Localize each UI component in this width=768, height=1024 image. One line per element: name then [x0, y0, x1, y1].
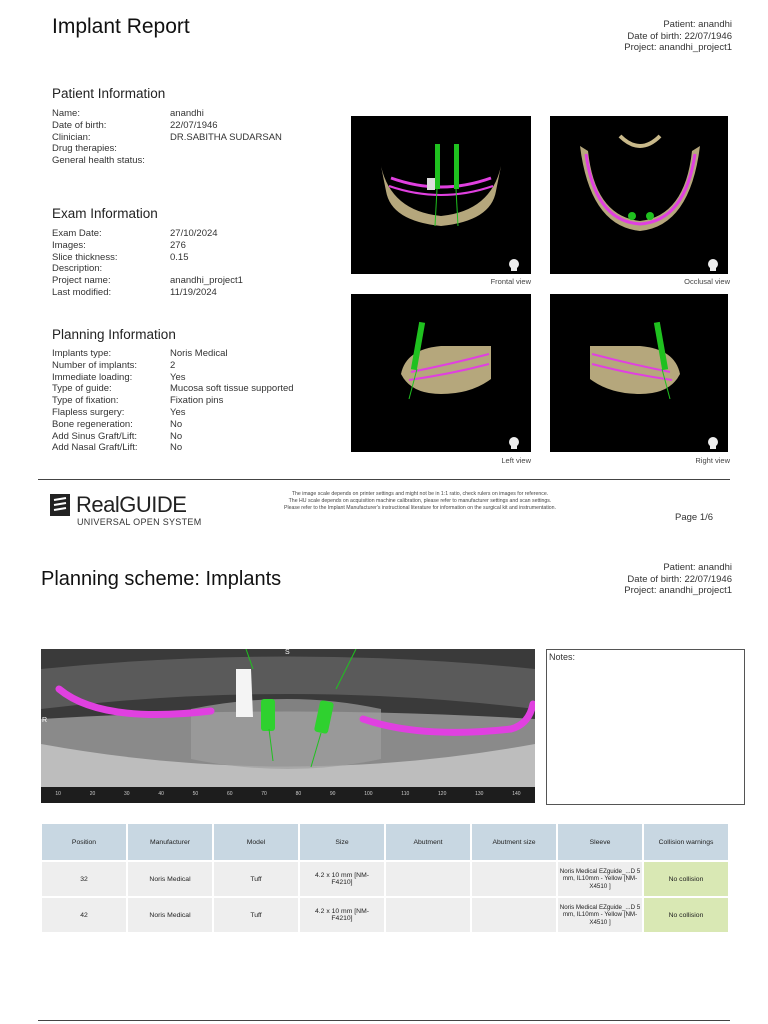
field-label: Bone regeneration: — [52, 418, 133, 430]
left-view-label: Left view — [501, 456, 531, 465]
planning-info-row — [52, 372, 294, 384]
planning-info-list — [52, 348, 294, 454]
col-header-manufacturer: Manufacturer — [128, 824, 212, 860]
page-number: Page 1/6 — [675, 512, 714, 523]
planning-info-row — [52, 395, 294, 407]
header-project: Project: anandhi_project1 — [624, 585, 732, 596]
cell-size: 4.2 x 10 mm [NM-F4210] — [300, 898, 384, 932]
field-label: Project name: — [52, 275, 111, 287]
page-divider — [38, 479, 730, 480]
logo-tagline: UNIVERSAL OPEN SYSTEM — [77, 517, 202, 527]
notes-label: Notes: — [549, 652, 576, 662]
col-header-position: Position — [42, 824, 126, 860]
field-value: Noris Medical — [170, 348, 228, 359]
ruler-tick: 20 — [89, 791, 96, 797]
patient-info-title: Patient Information — [52, 86, 166, 101]
planning-info-row — [52, 383, 294, 395]
col-header-abutment: Abutment — [386, 824, 470, 860]
field-label: Type of guide: — [52, 383, 112, 395]
occlusal-view-label: Occlusal view — [684, 277, 730, 286]
skull-orientation-icon — [507, 258, 521, 272]
field-value: No — [170, 442, 183, 454]
planning-info-row — [52, 419, 294, 431]
field-value: Yes — [170, 406, 186, 418]
print-disclaimer — [250, 491, 590, 512]
exam-info-row — [52, 287, 243, 299]
right-marker: R — [42, 717, 48, 724]
header-project: Project: anandhi_project1 — [624, 42, 732, 53]
skull-orientation-icon — [507, 436, 521, 450]
field-value: No — [170, 418, 183, 430]
col-header-abutment-size: Abutment size — [472, 824, 556, 860]
planning-info-row — [52, 407, 294, 419]
planning-info-row — [52, 348, 294, 360]
skull-orientation-icon — [706, 258, 720, 272]
planning-info-row — [52, 442, 294, 454]
patient-info-row — [52, 132, 282, 144]
ruler-tick: 40 — [158, 791, 164, 797]
header-patient: Patient: anandhi — [663, 19, 732, 30]
ruler-tick: 120 — [438, 791, 447, 797]
field-value: 27/10/2024 — [170, 228, 218, 239]
report-header-info — [624, 19, 732, 54]
ruler-tick: 130 — [475, 791, 484, 797]
skull-orientation-icon — [706, 436, 720, 450]
cell-collision: No collision — [644, 898, 728, 932]
cell-manufacturer: Noris Medical — [128, 862, 212, 896]
field-value: 276 — [170, 239, 186, 251]
exam-info-title: Exam Information — [52, 206, 158, 221]
cell-sleeve: Noris Medical EZguide_...D 5 mm, IL10mm - Yellow [NM-X4510 ] — [558, 898, 642, 932]
cell-position: 42 — [42, 898, 126, 932]
field-label: Drug therapies: — [52, 143, 117, 155]
field-label: Clinician: — [52, 131, 91, 143]
field-label: Immediate loading: — [52, 371, 133, 383]
implants-table-wrap — [40, 822, 730, 934]
field-label: Add Nasal Graft/Lift: — [52, 442, 138, 454]
field-value: anandhi_project1 — [170, 275, 243, 287]
exam-info-row — [52, 263, 243, 275]
page2-header-info — [624, 562, 732, 597]
ruler-tick: 30 — [124, 791, 130, 797]
page2-title: Planning scheme: Implants — [41, 568, 282, 590]
field-value: Fixation pins — [170, 395, 224, 407]
field-value: 2 — [170, 359, 176, 371]
ruler-tick: 10 — [55, 791, 61, 797]
occlusal-view-image — [550, 116, 728, 274]
frontal-view-image — [351, 116, 531, 274]
cell-position: 32 — [42, 862, 126, 896]
col-header-sleeve: Sleeve — [558, 824, 642, 860]
table-row — [42, 898, 728, 932]
ruler-tick: 100 — [364, 791, 373, 797]
planning-info-row — [52, 360, 294, 372]
ruler-tick: 140 — [512, 791, 521, 797]
exam-info-row — [52, 240, 243, 252]
cell-abutment-size — [472, 898, 556, 932]
table-header-row — [42, 824, 728, 860]
field-label: Last modified: — [52, 286, 112, 298]
field-label: Type of fixation: — [52, 395, 119, 407]
frontal-view-label: Frontal view — [490, 277, 531, 286]
ruler-tick: 90 — [329, 791, 336, 797]
col-header-collision: Collision warnings — [644, 824, 728, 860]
logo-wordmark: RealGUIDE — [76, 492, 187, 517]
cell-manufacturer: Noris Medical — [128, 898, 212, 932]
disclaimer-line: Please refer to the Implant Manufacturer's instructional literature for information on the surgical kit and instrumentation. — [283, 505, 557, 511]
panoramic-scan-image — [41, 649, 535, 803]
header-dob: Date of birth: 22/07/1946 — [627, 573, 732, 585]
field-label: Flapless surgery: — [52, 406, 125, 418]
col-header-size: Size — [300, 824, 384, 860]
cell-collision: No collision — [644, 862, 728, 896]
field-value: Mucosa soft tissue supported — [170, 383, 294, 395]
patient-info-list — [52, 108, 282, 167]
notes-box[interactable] — [546, 649, 745, 805]
cell-model: Tuff — [214, 898, 298, 932]
ruler-tick: 70 — [261, 791, 267, 797]
field-label: Description: — [52, 263, 103, 275]
ruler-tick: 110 — [401, 791, 410, 797]
field-value: Yes — [170, 371, 186, 383]
right-view-label: Right view — [695, 456, 730, 465]
cell-model: Tuff — [214, 862, 298, 896]
field-label: Implants type: — [52, 348, 112, 359]
field-label: Number of implants: — [52, 359, 138, 371]
field-label: Date of birth: — [52, 119, 107, 131]
implants-table — [40, 822, 730, 934]
field-value: 0.15 — [170, 251, 189, 263]
field-value: No — [170, 430, 183, 442]
disclaimer-line: The HU scale depends on acquisition machine calibration, please refer to manufacturer settings and scan settings. — [288, 498, 552, 504]
col-header-model: Model — [214, 824, 298, 860]
planning-info-row — [52, 431, 294, 443]
superior-marker: S — [285, 649, 290, 656]
field-label: Add Sinus Graft/Lift: — [52, 430, 138, 442]
page-title: Implant Report — [52, 15, 190, 38]
field-value: DR.SABITHA SUDARSAN — [170, 131, 282, 143]
exam-info-row — [52, 275, 243, 287]
exam-info-row — [52, 252, 243, 264]
page2-bottom-divider — [38, 1020, 730, 1021]
field-label: Images: — [52, 239, 86, 251]
patient-info-row — [52, 143, 282, 155]
field-label: Slice thickness: — [52, 251, 118, 263]
patient-info-row — [52, 155, 282, 167]
cell-abutment — [386, 898, 470, 932]
table-row — [42, 862, 728, 896]
left-view-image — [351, 294, 531, 452]
header-patient: Patient: anandhi — [663, 562, 732, 573]
field-label: Exam Date: — [52, 228, 102, 239]
header-dob: Date of birth: 22/07/1946 — [627, 30, 732, 42]
field-label: Name: — [52, 108, 80, 119]
patient-info-row — [52, 120, 282, 132]
field-label: General health status: — [52, 155, 145, 167]
planning-info-title: Planning Information — [52, 327, 176, 342]
ruler-tick: 50 — [192, 791, 199, 797]
field-value: anandhi — [170, 108, 204, 119]
field-value: 22/07/1946 — [170, 119, 218, 131]
field-value: 11/19/2024 — [170, 286, 217, 298]
cell-abutment — [386, 862, 470, 896]
scan-ruler — [41, 791, 535, 797]
cell-size: 4.2 x 10 mm [NM-F4210] — [300, 862, 384, 896]
disclaimer-line: The image scale depends on printer settings and might not be in 1:1 ratio, check rulers on images for reference. — [291, 491, 549, 497]
patient-info-row — [52, 108, 282, 120]
realguide-logo-icon — [50, 494, 70, 516]
ruler-tick: 60 — [226, 791, 233, 797]
cell-sleeve: Noris Medical EZguide_...D 5 mm, IL10mm - Yellow [NM-X4510 ] — [558, 862, 642, 896]
exam-info-list — [52, 228, 243, 299]
right-view-image — [550, 294, 728, 452]
exam-info-row — [52, 228, 243, 240]
cell-abutment-size — [472, 862, 556, 896]
ruler-tick: 80 — [295, 791, 302, 797]
